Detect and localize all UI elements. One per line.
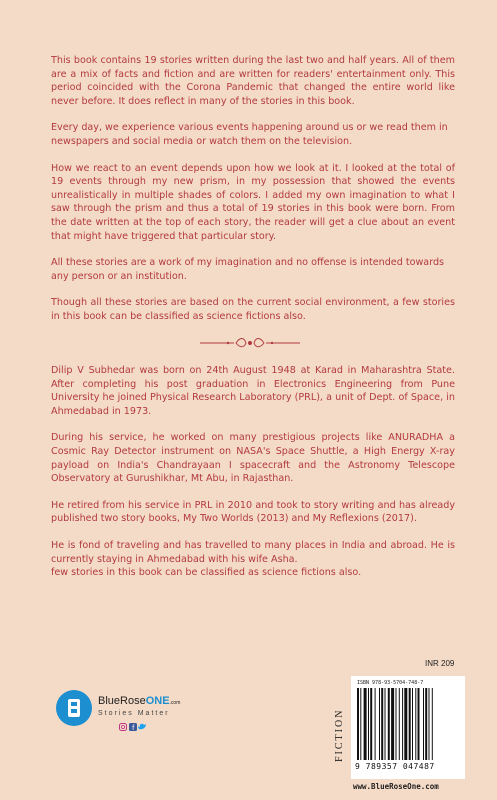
bio-paragraph-1: Dilip V Subhedar was born on 24th August 1948 at Karad in Maharashtra State. After completing his post graduation in Electronics Engineering from Pune University he joined Physical Research Laboratory (PRL), a unit of Dept. of Space, in Ahmedabad in 1973.	[51, 365, 455, 417]
barcode-icon	[357, 688, 459, 760]
twitter-icon	[138, 724, 146, 730]
bio-paragraph-4: He is fond of traveling and has travelled to many places in India and abroad. He is currently staying in Ahmedabad with his wife Asha.	[51, 539, 455, 565]
divider-ornament-icon	[198, 336, 302, 350]
author-bio	[51, 364, 455, 593]
social-icons	[119, 723, 147, 733]
bio-tail: few stories in this book can be classified as science fictions also.	[51, 567, 362, 579]
back-cover-blurb	[51, 54, 455, 337]
blurb-paragraph-4: All these stories are a work of my imagination and no offense is intended towards any person or an institution.	[51, 257, 445, 282]
price-label: INR 209	[425, 659, 455, 668]
publisher-website: www.BlueRoseOne.com	[353, 782, 439, 791]
blurb-paragraph-5: Though all these stories are based on the current social environment, a few stories in this book can be classified as science fictions also.	[51, 297, 455, 322]
svg-text:f: f	[132, 724, 135, 731]
bio-paragraph-2: During his service, he worked on many prestigious projects like ANURADHA a Cosmic Ray Detector instrument on NASA's Space Shuttle, a High Energy X-ray payload on India's Chandrayaan I spacecraft and the Astronomy Telescope Observatory at Gurushikhar, Mt Abu, in Rajasthan.	[51, 432, 455, 485]
blurb-paragraph-2: Every day, we experience various events happening around us or we read them in newspapers and social media or watch them on the television.	[51, 122, 448, 147]
bluerose-logo-icon	[56, 690, 92, 726]
publisher-name: BlueRoseONE.com	[98, 695, 181, 707]
bio-paragraph-3: He retired from his service in PRL in 2010 and took to story writing and has already published two story books, My Two Worlds (2013) and My Reflexions (2017).	[51, 499, 455, 525]
blurb-paragraph-1: This book contains 19 stories written during the last two and half years. All of them are a mix of facts and fiction and are written for readers' entertainment only. This period coincided with the Corona Pandemic that changed the entire world like never before. It does reflect in many of the stories in this book.	[51, 55, 455, 107]
publisher-tagline: Stories Matter	[98, 710, 170, 717]
isbn-number: 9 789357 047487	[355, 762, 435, 771]
facebook-icon	[129, 723, 137, 731]
genre-label: FICTION	[334, 708, 345, 762]
isbn-barcode-box	[351, 676, 465, 779]
isbn-label: ISBN 978-93-5704-748-7	[357, 680, 424, 686]
instagram-icon	[120, 724, 127, 731]
blurb-paragraph-3: How we react to an event depends upon how we look at it. I looked at the total of 19 events through my new prism, in my possession that showed the events unrealistically in multiple shades of colors. I added my own imagination to what I saw through the prism and thus a total of 19 stories in this book were born. From the date written at the top of each story, the reader will get a clue about an event that might have triggered that particular story.	[51, 162, 455, 242]
